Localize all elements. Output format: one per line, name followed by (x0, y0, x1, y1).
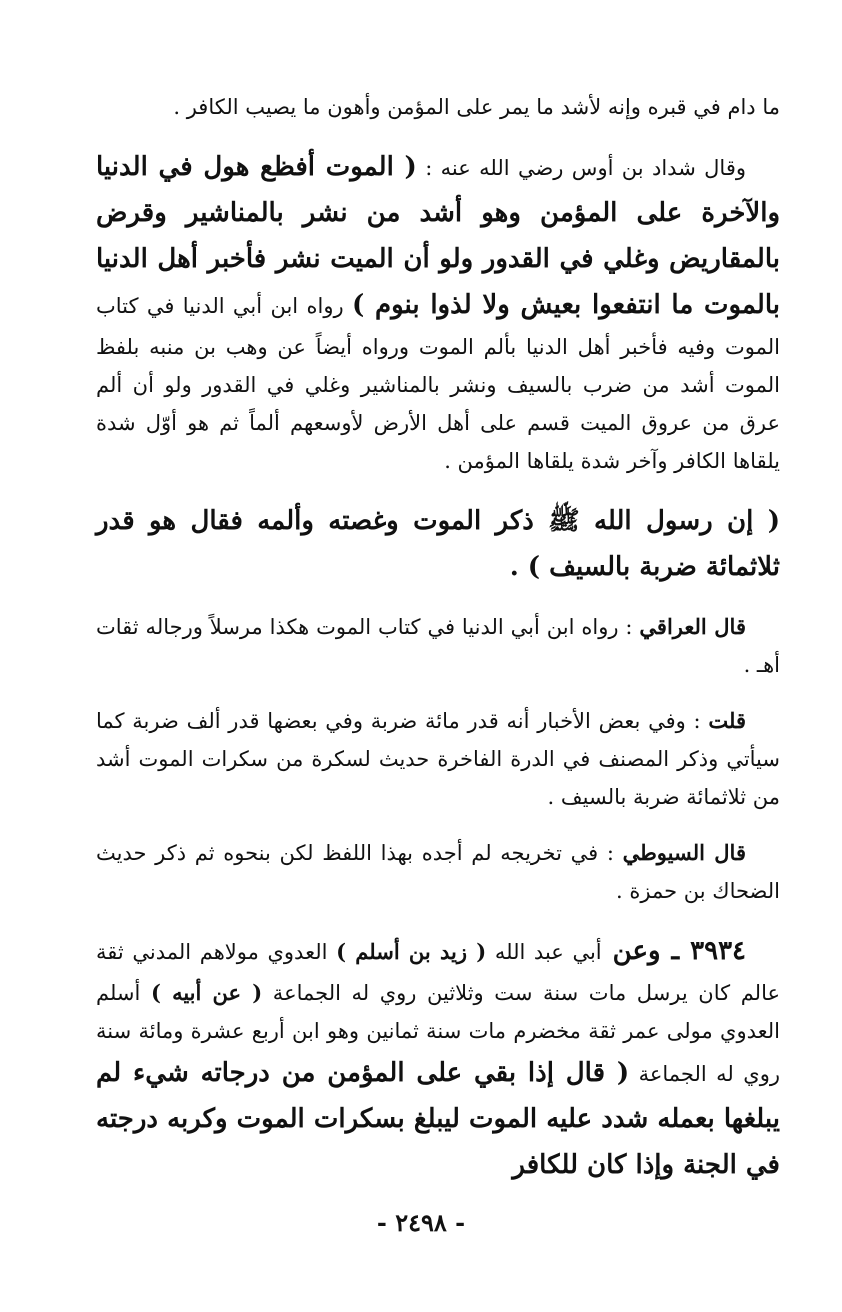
narrator-bio: العدوي مولاهم المدني ثقة عالم كان يرسل مات سنة ست وثلاثين روي له الجماعة (96, 940, 780, 1005)
scholar-comment: : رواه ابن أبي الدنيا في كتاب الموت هكذا مرسلاً ورجاله ثقات أهـ . (96, 615, 780, 677)
paragraph-continuation (96, 88, 780, 126)
wa-an: وعن (601, 936, 672, 966)
hadith-number: ٣٩٣٤ ـ (671, 936, 746, 966)
author-comment: : وفي بعض الأخبار أنه قدر مائة ضربة وفي بعضها قدر ألف ضربة كما سيأتي وذكر المصنف في الدرة الفاخرة حديث لسكرة من سكرات الموت أشد من ثلاثمائة ضربة بالسيف . (96, 709, 780, 809)
scholar-label: قال العراقي (639, 614, 746, 639)
paragraph-text: ما دام في قبره وإنه لأشد ما يمر على المؤمن وأهون ما يصيب الكافر . (173, 95, 780, 119)
narrator-father: ( عن أبيه ) (150, 980, 263, 1005)
narrator-intro: وقال شداد بن أوس رضي الله عنه : (416, 156, 746, 180)
paragraph-iraqi (96, 608, 780, 684)
athar-quote: ( الموت أفظع هول في الدنيا والآخرة على المؤمن وهو أشد من نشر بالمناشير وقرض بالمقاريض وغلي في القدور ولو أن الميت نشر فأخبر أهل الدنيا بالموت ما انتفعوا بعيش ولا لذوا بنوم ) (96, 152, 780, 320)
narrator-name: ( زيد بن أسلم ) (336, 939, 487, 964)
scholar-label: قال السيوطي (622, 840, 746, 865)
paragraph-qultu (96, 702, 780, 816)
hadith-quote: ( إن رسول الله ﷺ ذكر الموت وغصته وألمه فقال هو قدر ثلاثمائة ضربة بالسيف ) . (96, 506, 780, 582)
takhrij-text: رواه ابن أبي الدنيا في كتاب الموت وفيه فأخبر أهل الدنيا بألم الموت ورواه أيضاً عن وهب بن منبه بلفظ الموت أشد من ضرب بالسيف ونشر بالمناشير وغلي في القدور ولو أن ألم عرق من عروق الميت قسم على أهل الأرض لأوسعهم ألماً ثم هو أوّل شدة يلقاها الكافر وآخر شدة يلقاها المؤمن . (96, 294, 780, 473)
hadith-text (96, 498, 780, 590)
kunya: أبي عبد الله (486, 940, 602, 964)
paragraph-suyuti (96, 834, 780, 910)
paragraph-shaddad (96, 144, 780, 480)
page-body (96, 88, 780, 1188)
page-number: - ٢٤٩٨ - (376, 1208, 466, 1237)
author-label: قلت (708, 708, 746, 733)
scholar-comment: : في تخريجه لم أجده بهذا اللفظ لكن بنحوه ثم ذكر حديث الضحاك بن حمزة . (96, 841, 780, 903)
father-bio: أسلم العدوي مولى عمر ثقة مخضرم مات سنة ثمانين وهو ابن أربع عشرة ومائة سنة روي له الجماعة (96, 981, 780, 1086)
hadith-3934 (96, 928, 780, 1188)
hadith-quote: ( قال إذا بقي على المؤمن من درجاته شيء لم يبلغها بعمله شدد عليه الموت ليبلغ بسكرات الموت وكربه درجته في الجنة وإذا كان للكافر (96, 1058, 780, 1180)
